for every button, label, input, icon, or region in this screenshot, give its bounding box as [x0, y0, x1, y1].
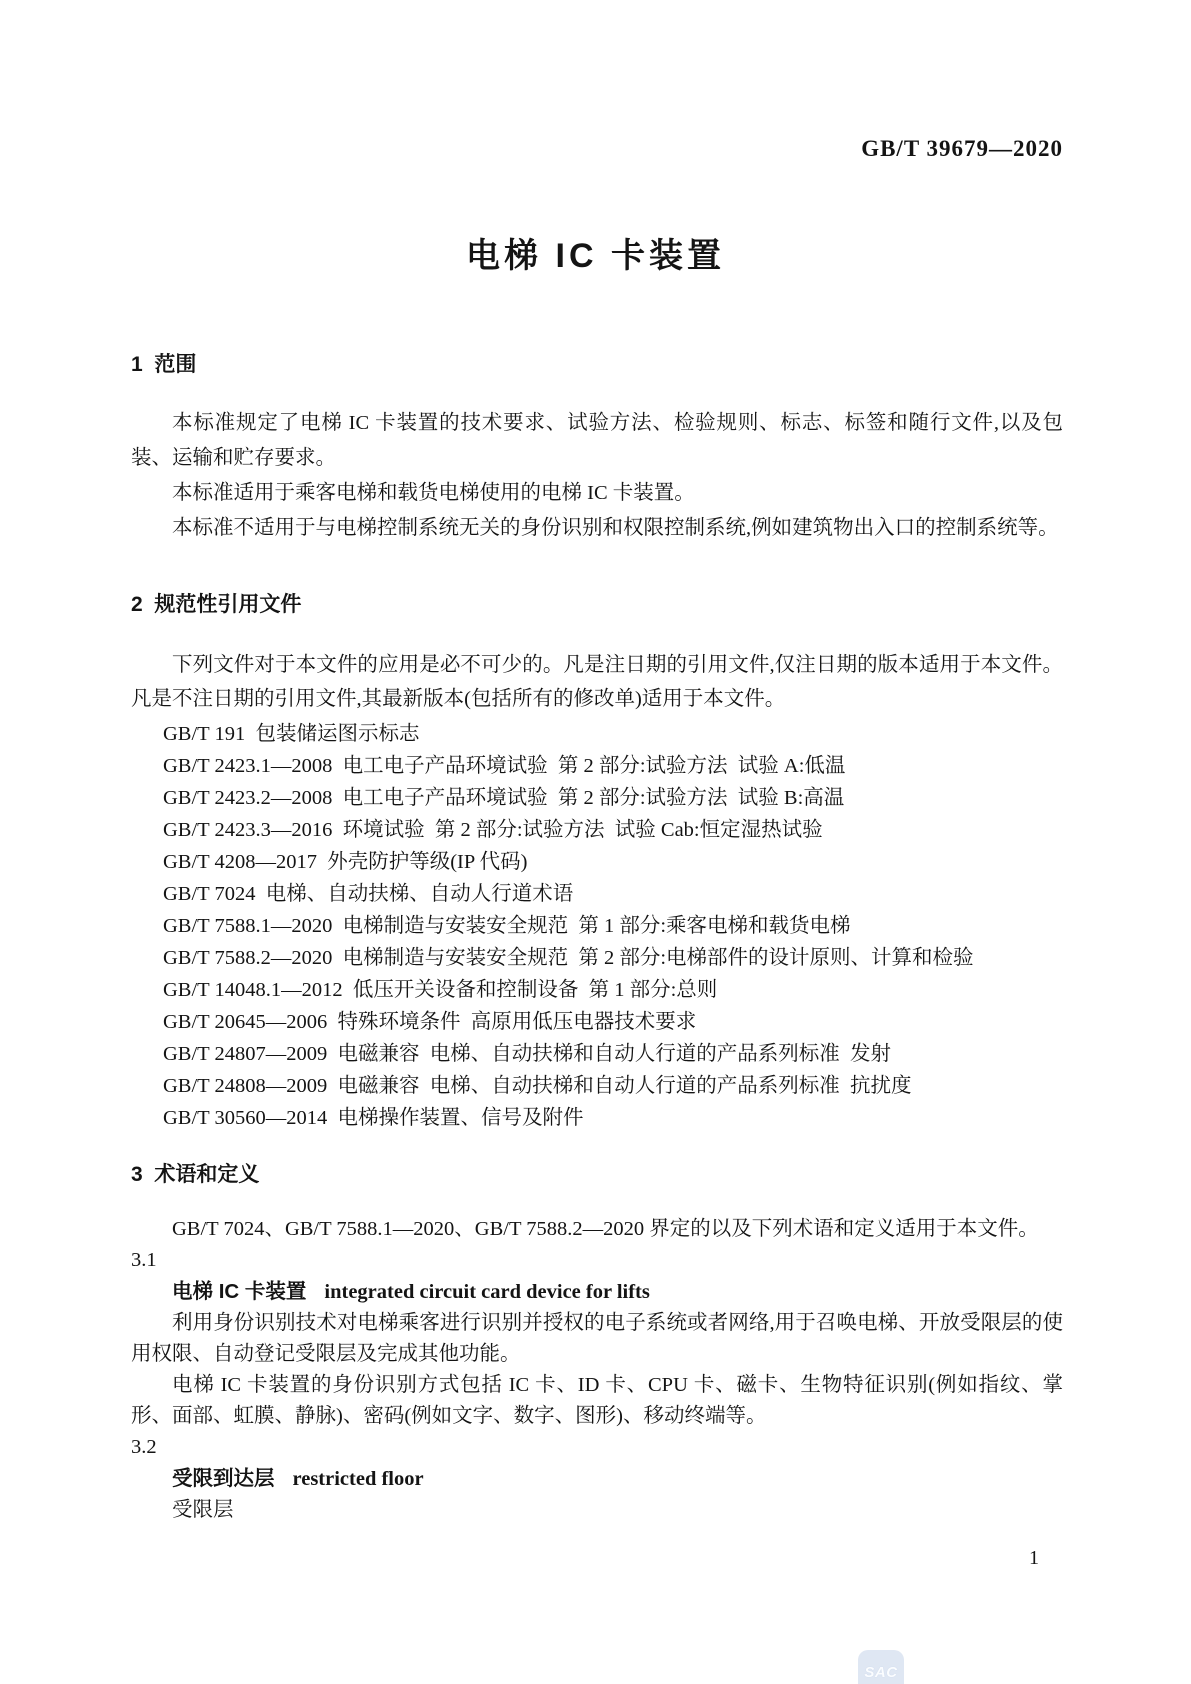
reference-item: GB/T 7588.2—2020 电梯制造与安装安全规范 第 2 部分:电梯部件的设计原则、计算和检验 [163, 947, 974, 969]
section-heading-scope: 1 范围 [131, 353, 197, 376]
sac-watermark-text: SAC [864, 1664, 898, 1681]
sac-watermark-logo [858, 1650, 904, 1684]
reference-item: GB/T 24808—2009 电磁兼容 电梯、自动扶梯和自动人行道的产品系列标准 抗扰度 [163, 1075, 912, 1097]
term-entry-3-2 [131, 1432, 1063, 1526]
term-title-line [131, 1276, 1063, 1308]
reference-item: GB/T 24807—2009 电磁兼容 电梯、自动扶梯和自动人行道的产品系列标准 发射 [163, 1043, 891, 1065]
term-name-en: integrated circuit card device for lifts [324, 1281, 650, 1303]
scope-paragraph: 本标准不适用于与电梯控制系统无关的身份识别和权限控制系统,例如建筑物出入口的控制系统等。 [172, 517, 1059, 539]
reference-item: GB/T 2423.3—2016 环境试验 第 2 部分:试验方法 试验 Cab:恒定湿热试验 [163, 819, 823, 841]
reference-item: GB/T 7024 电梯、自动扶梯、自动人行道术语 [163, 883, 574, 905]
document-code: GB/T 39679—2020 [861, 136, 1063, 161]
section-heading-normative-references: 2 规范性引用文件 [131, 593, 302, 616]
reference-item: GB/T 20645—2006 特殊环境条件 高原用低压电器技术要求 [163, 1011, 697, 1033]
term-definition: 电梯 IC 卡装置的身份识别方式包括 IC 卡、ID 卡、CPU 卡、磁卡、生物特征识别(例如指纹、掌形、面部、虹膜、静脉)、密码(例如文字、数字、图形)、移动终端等。 [131, 1374, 1063, 1427]
term-alias: 受限层 [172, 1499, 234, 1521]
document-title: 电梯 IC 卡装置 [466, 237, 725, 275]
reference-item: GB/T 2423.2—2008 电工电子产品环境试验 第 2 部分:试验方法 试验 B:高温 [163, 787, 845, 809]
section-heading-terms: 3 术语和定义 [131, 1163, 260, 1186]
term-name-zh: 受限到达层 [172, 1467, 275, 1490]
normative-references-list [131, 718, 1063, 1134]
term-title-line [131, 1463, 1063, 1495]
document-body [131, 338, 1063, 1526]
reference-item: GB/T 191 包装储运图示标志 [163, 723, 420, 745]
reference-item: GB/T 2423.1—2008 电工电子产品环境试验 第 2 部分:试验方法 试验 A:低温 [163, 755, 846, 777]
terms-intro: GB/T 7024、GB/T 7588.1—2020、GB/T 7588.2—2020 界定的以及下列术语和定义适用于本文件。 [172, 1218, 1039, 1240]
reference-item: GB/T 4208—2017 外壳防护等级(IP 代码) [163, 851, 528, 873]
term-number: 3.2 [131, 1436, 157, 1458]
term-name-zh: 电梯 IC 卡装置 [172, 1280, 307, 1303]
reference-item: GB/T 30560—2014 电梯操作装置、信号及附件 [163, 1107, 584, 1129]
page-number: 1 [1029, 1547, 1039, 1569]
scope-paragraph: 本标准适用于乘客电梯和载货电梯使用的电梯 IC 卡装置。 [172, 482, 695, 504]
term-name-en: restricted floor [292, 1468, 424, 1490]
term-definition: 利用身份识别技术对电梯乘客进行识别并授权的电子系统或者网络,用于召唤电梯、开放受限层的使用权限、自动登记受限层及完成其他功能。 [131, 1312, 1063, 1365]
normative-references-intro: 下列文件对于本文件的应用是必不可少的。凡是注日期的引用文件,仅注日期的版本适用于本文件。凡是不注日期的引用文件,其最新版本(包括所有的修改单)适用于本文件。 [131, 654, 1063, 710]
term-entry-3-1 [131, 1245, 1063, 1432]
scope-paragraph: 本标准规定了电梯 IC 卡装置的技术要求、试验方法、检验规则、标志、标签和随行文件,以及包装、运输和贮存要求。 [131, 412, 1063, 469]
reference-item: GB/T 14048.1—2012 低压开关设备和控制设备 第 1 部分:总则 [163, 979, 718, 1001]
term-number: 3.1 [131, 1249, 157, 1271]
reference-item: GB/T 7588.1—2020 电梯制造与安装安全规范 第 1 部分:乘客电梯和载货电梯 [163, 915, 851, 937]
